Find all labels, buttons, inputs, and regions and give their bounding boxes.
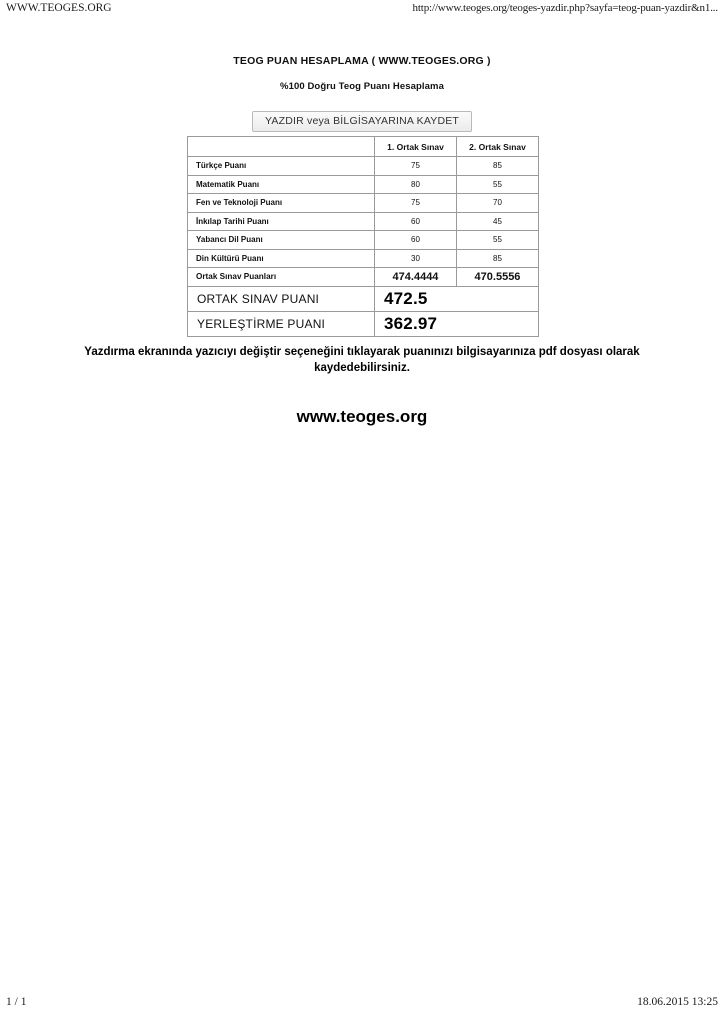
print-header-site: WWW.TEOGES.ORG bbox=[6, 2, 112, 14]
print-footer bbox=[0, 996, 724, 1008]
save-pdf-note: Yazdırma ekranında yazıcıyı değiştir seçeneğini tıklayarak puanınızı bilgisayarınıza pdf dosyası olarak kaydedebilirsiniz. bbox=[84, 346, 640, 374]
table-header-row bbox=[188, 137, 539, 157]
print-footer-page-number: 1 / 1 bbox=[6, 996, 27, 1008]
row-label: Yabancı Dil Puanı bbox=[188, 231, 375, 250]
page-title: TEOG PUAN HESAPLAMA ( WWW.TEOGES.ORG ) bbox=[233, 55, 491, 67]
row-exam2-value: 70 bbox=[457, 194, 539, 213]
totals-exam2-value: 470.5556 bbox=[457, 268, 539, 287]
row-exam1-value: 30 bbox=[375, 249, 457, 268]
table-row bbox=[188, 249, 539, 268]
table-row bbox=[188, 231, 539, 250]
common-exam-score-label: ORTAK SINAV PUANI bbox=[188, 286, 375, 311]
column-header-exam2: 2. Ortak Sınav bbox=[457, 137, 539, 157]
table-row bbox=[188, 157, 539, 176]
totals-exam1-value: 474.4444 bbox=[375, 268, 457, 287]
print-footer-timestamp: 18.06.2015 13:25 bbox=[637, 996, 718, 1008]
row-exam1-value: 60 bbox=[375, 212, 457, 231]
row-exam2-value: 85 bbox=[457, 249, 539, 268]
column-header-exam1: 1. Ortak Sınav bbox=[375, 137, 457, 157]
row-label: Fen ve Teknoloji Puanı bbox=[188, 194, 375, 213]
site-url-text: www.teoges.org bbox=[296, 407, 428, 426]
row-exam2-value: 85 bbox=[457, 157, 539, 176]
totals-label: Ortak Sınav Puanları bbox=[188, 268, 375, 287]
placement-score-label: YERLEŞTİRME PUANI bbox=[188, 311, 375, 336]
print-button-container bbox=[0, 111, 724, 132]
table-row bbox=[188, 212, 539, 231]
table-row-placement-score bbox=[188, 311, 539, 336]
print-header-url: http://www.teoges.org/teoges-yazdir.php?sayfa=teog-puan-yazdir&n1... bbox=[412, 2, 718, 14]
row-label: Din Kültürü Puanı bbox=[188, 249, 375, 268]
table-row-totals bbox=[188, 268, 539, 287]
scores-table-body bbox=[188, 157, 539, 337]
table-row bbox=[188, 175, 539, 194]
column-header-blank bbox=[188, 137, 375, 157]
page-subtitle: %100 Doğru Teog Puanı Hesaplama bbox=[280, 81, 444, 92]
row-label: Türkçe Puanı bbox=[188, 157, 375, 176]
row-exam1-value: 75 bbox=[375, 194, 457, 213]
table-row bbox=[188, 194, 539, 213]
table-row-common-exam-score bbox=[188, 286, 539, 311]
print-or-save-button[interactable]: YAZDIR veya BİLGİSAYARINA KAYDET bbox=[252, 111, 472, 132]
title-block bbox=[0, 55, 724, 92]
row-exam2-value: 55 bbox=[457, 231, 539, 250]
row-exam1-value: 75 bbox=[375, 157, 457, 176]
scores-table bbox=[187, 136, 539, 337]
common-exam-score-value: 472.5 bbox=[375, 286, 539, 311]
scores-table-container bbox=[187, 136, 538, 337]
row-exam1-value: 60 bbox=[375, 231, 457, 250]
row-exam2-value: 45 bbox=[457, 212, 539, 231]
placement-score-value: 362.97 bbox=[375, 311, 539, 336]
row-exam2-value: 55 bbox=[457, 175, 539, 194]
row-label: Matematik Puanı bbox=[188, 175, 375, 194]
row-exam1-value: 80 bbox=[375, 175, 457, 194]
scores-table-head bbox=[188, 137, 539, 157]
row-label: İnkılap Tarihi Puanı bbox=[188, 212, 375, 231]
